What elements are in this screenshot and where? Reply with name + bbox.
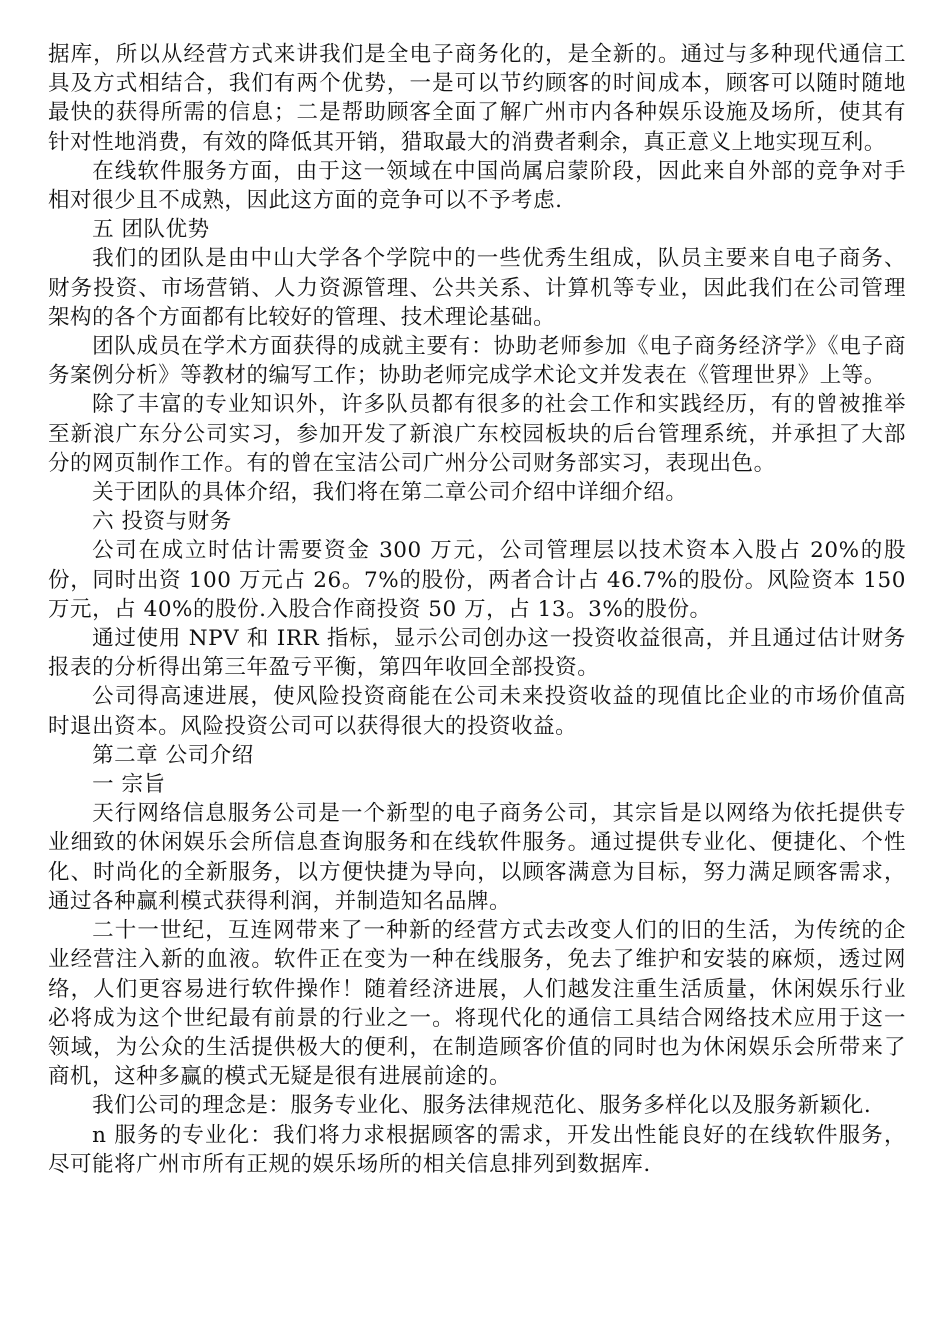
chapter-heading: 第二章 公司介绍 — [92, 742, 254, 768]
section-heading: 六 投资与财务 — [92, 509, 232, 535]
paragraph: 公司在成立时估计需要资金 300 万元，公司管理层以技术资本入股占 20%的股份，同时出资 100 万元占 26。7%的股份，两者合计占 46.7%的股份。风险资本 150 万元，占 40%的股份.入股合作商投资 50 万，占 13。3%的股份。 — [48, 538, 906, 622]
section-heading: 一 宗旨 — [92, 772, 166, 798]
bullet-paragraph: n 服务的专业化：我们将力求根据顾客的需求，开发出性能良好的在线软件服务，尽可能将广州市所有正规的娱乐场所的相关信息排列到数据库. — [48, 1122, 906, 1177]
paragraph: 天行网络信息服务公司是一个新型的电子商务公司，其宗旨是以网络为依托提供专业细致的休闲娱乐会所信息查询服务和在线软件服务。通过提供专业化、便捷化、个性化、时尚化的全新服务，以方便快捷为导向，以顾客满意为目标，努力满足顾客需求，通过各种赢利模式获得利润，并制造知名品牌。 — [48, 801, 906, 914]
section-heading: 五 团队优势 — [92, 217, 210, 243]
paragraph: 我们公司的理念是：服务专业化、服务法律规范化、服务多样化以及服务新颖化. — [92, 1093, 872, 1119]
paragraph: 团队成员在学术方面获得的成就主要有：协助老师参加《电子商务经济学》《电子商务案例分析》等教材的编写工作；协助老师完成学术论文并发表在《管理世界》上等。 — [48, 334, 906, 389]
paragraph: 关于团队的具体介绍，我们将在第二章公司介绍中详细介绍。 — [92, 480, 688, 506]
paragraph: 公司得高速进展，使风险投资商能在公司未来投资收益的现值比企业的市场价值高时退出资本。风险投资公司可以获得很大的投资收益。 — [48, 684, 906, 739]
paragraph: 我们的团队是由中山大学各个学院中的一些优秀生组成，队员主要来自电子商务、财务投资、市场营销、人力资源管理、公共关系、计算机等专业，因此我们在公司管理架构的各个方面都有比较好的管理、技术理论基础。 — [48, 246, 906, 330]
paragraph: 除了丰富的专业知识外，许多队员都有很多的社会工作和实践经历，有的曾被推举至新浪广东分公司实习，参加开发了新浪广东校园板块的后台管理系统，并承担了大部分的网页制作工作。有的曾在宝洁公司广州分公司财务部实习，表现出色。 — [48, 392, 906, 476]
paragraph: 二十一世纪，互连网带来了一种新的经营方式去改变人们的旧的生活，为传统的企业经营注入新的血液。软件正在变为一种在线服务，免去了维护和安装的麻烦，透过网络，人们更容易进行软件操作！随着经济进展，人们越发注重生活质量，休闲娱乐行业必将成为这个世纪最有前景的行业之一。将现代化的通信工具结合网络技术应用于这一领域，为公众的生活提供极大的便利，在制造顾客价值的同时也为休闲娱乐会所带来了商机，这种多赢的模式无疑是很有进展前途的。 — [48, 918, 906, 1090]
paragraph: 通过使用 NPV 和 IRR 指标，显示公司创办这一投资收益很高，并且通过估计财务报表的分析得出第三年盈亏平衡，第四年收回全部投资。 — [48, 626, 906, 681]
paragraph: 据库，所以从经营方式来讲我们是全电子商务化的，是全新的。通过与多种现代通信工具及方式相结合，我们有两个优势，一是可以节约顾客的时间成本，顾客可以随时随地最快的获得所需的信息；二是帮助顾客全面了解广州市内各种娱乐设施及场所，使其有针对性地消费，有效的降低其开销，猎取最大的消费者剩余，真正意义上地实现互利。 — [48, 42, 906, 155]
paragraph: 在线软件服务方面，由于这一领域在中国尚属启蒙阶段，因此来自外部的竞争对手相对很少且不成熟，因此这方面的竞争可以不予考虑. — [48, 158, 906, 214]
